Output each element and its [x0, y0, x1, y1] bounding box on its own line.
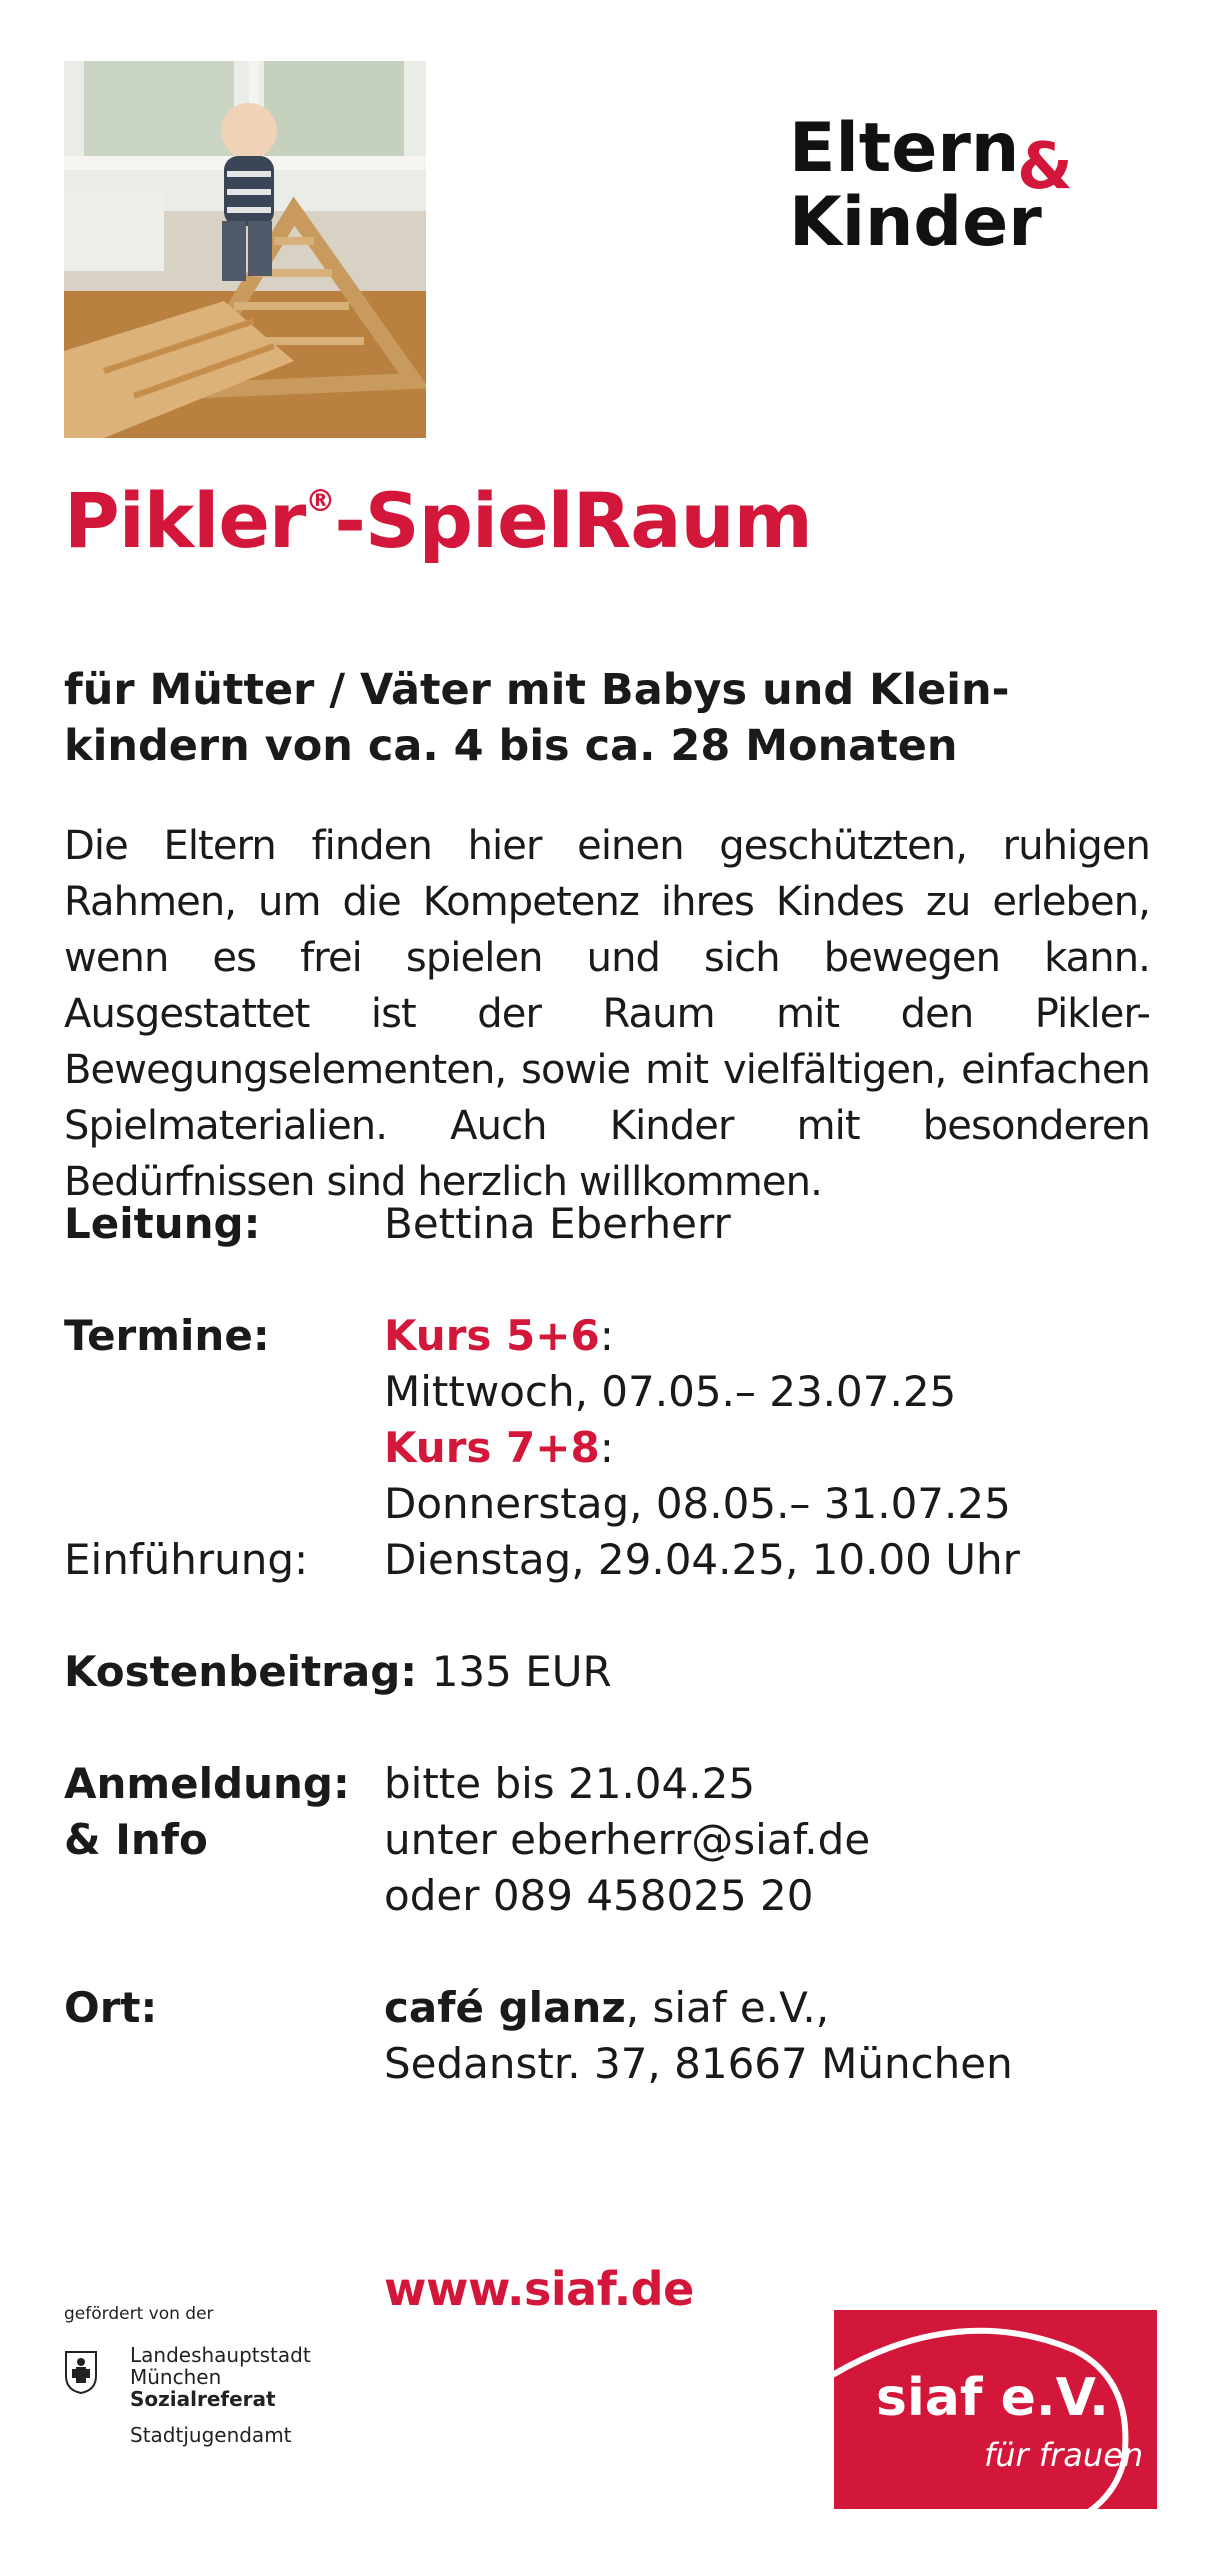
brand-ampersand: &: [1017, 130, 1073, 204]
logo-tagline: für frauen: [984, 2436, 1144, 2474]
brand-line-1: Eltern: [789, 109, 1020, 188]
sponsor-line-1: Landeshauptstadt: [130, 2343, 311, 2367]
ort-address: Sedanstr. 37, 81667 München: [384, 2039, 1013, 2088]
kosten-value: 135 EUR: [431, 1647, 612, 1696]
brand-heading: [789, 109, 1073, 262]
leitung-value: Bettina Eberherr: [384, 1199, 731, 1248]
registered-mark: ®: [305, 484, 335, 519]
kurs1-line: [384, 1308, 614, 1364]
anmeldung-email[interactable]: unter eberherr@siaf.de: [384, 1815, 871, 1864]
brand-line-2: Kinder: [789, 183, 1042, 262]
website-link[interactable]: www.siaf.de: [384, 2262, 694, 2316]
kurs2-line: [384, 1420, 614, 1476]
anmeldung-phone[interactable]: oder 089 458025 20: [384, 1871, 814, 1920]
logo-name: siaf e.V.: [876, 2368, 1109, 2428]
venue-rest: , siaf e.V.,: [625, 1983, 830, 2032]
anmeldung-label: Anmeldung:: [64, 1759, 350, 1808]
kurs1-date: Mittwoch, 07.05.– 23.07.25: [384, 1367, 957, 1416]
ort-label: Ort:: [64, 1983, 158, 2032]
subtitle: [64, 662, 1144, 774]
page-title: [64, 476, 812, 565]
kurs2-colon: :: [599, 1423, 614, 1472]
sponsor-text: [130, 2344, 311, 2446]
funded-by-label: gefördert von der: [64, 2304, 214, 2324]
einfuehrung-label: Einführung:: [64, 1535, 309, 1584]
einfuehrung-value: Dienstag, 29.04.25, 10.00 Uhr: [384, 1535, 1020, 1584]
info-label: & Info: [64, 1815, 208, 1864]
munich-coat-of-arms-icon: [64, 2350, 98, 2394]
title-main: Pikler: [64, 476, 306, 565]
termine-label: Termine:: [64, 1311, 270, 1360]
venue-name: café glanz: [384, 1983, 626, 2032]
kurs2-name: Kurs 7+8: [384, 1423, 600, 1472]
hero-photo: [64, 61, 426, 438]
anmeldung-line-1: bitte bis 21.04.25: [384, 1759, 756, 1808]
ort-venue-line: [384, 1980, 829, 2036]
sponsor-line-4: Stadtjugendamt: [130, 2423, 292, 2447]
kurs1-colon: :: [599, 1311, 614, 1360]
leitung-label: Leitung:: [64, 1199, 261, 1248]
sponsor-line-2: München: [130, 2365, 222, 2389]
kosten-label-text: Kostenbeitrag:: [64, 1647, 418, 1696]
subtitle-line-2: kindern von ca. 4 bis ca. 28 Monaten: [64, 721, 958, 771]
siaf-logo: [834, 2310, 1157, 2509]
description: Die Eltern finden hier einen geschützten, ruhigen Rahmen, um die Kompetenz ihres Kindes zu erleben, wenn es frei spielen und sich bewegen kann. Ausgestattet ist der Raum mit den Pikler-Bewegungselementen, sowie mit vielfältigen, einfachen Spielmaterialien. Auch Kinder mit besonderen Bedürfnissen sind herzlich willkommen.: [64, 823, 1150, 1205]
subtitle-line-1: für Mütter / Väter mit Babys und Klein-: [64, 665, 1010, 715]
kurs1-name: Kurs 5+6: [384, 1311, 600, 1360]
kurs2-date: Donnerstag, 08.05.– 31.07.25: [384, 1479, 1011, 1528]
sponsor-line-3: Sozialreferat: [130, 2387, 276, 2411]
title-rest: -SpielRaum: [334, 476, 812, 565]
kosten-label: [64, 1644, 612, 1700]
